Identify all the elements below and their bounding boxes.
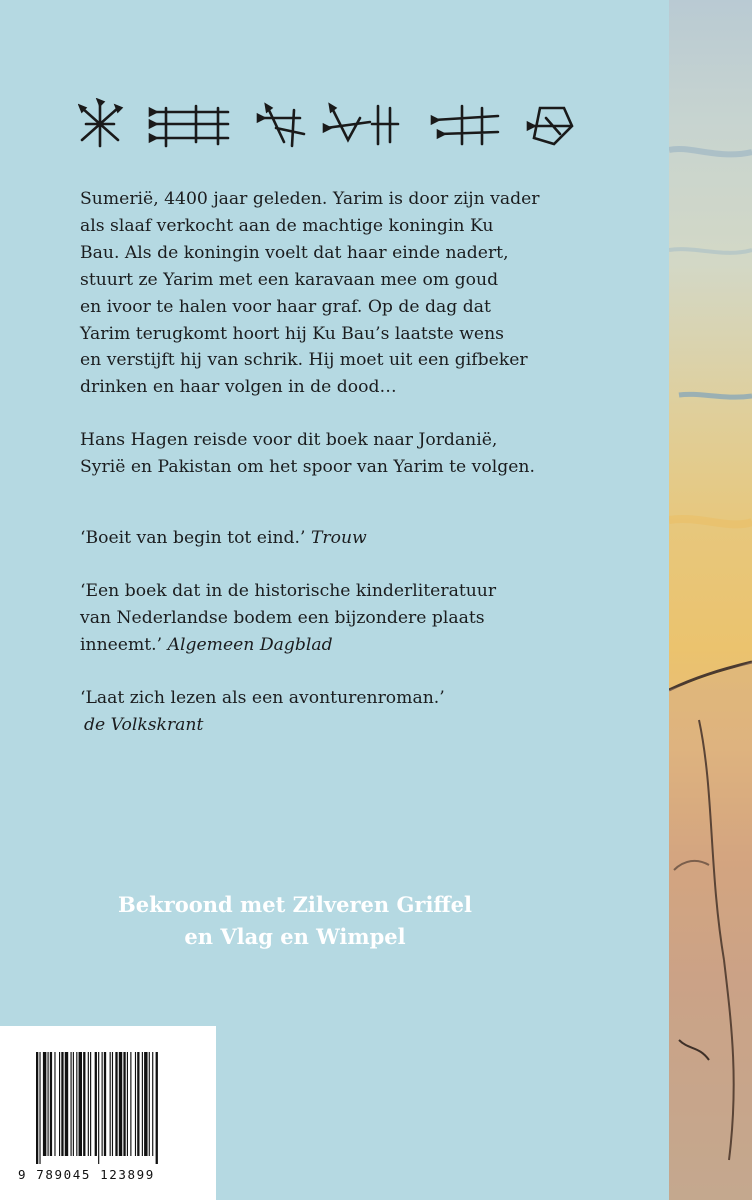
review-source: de Volkskrant bbox=[84, 714, 204, 735]
award-line: Bekroond met Zilveren Griffel bbox=[118, 892, 472, 917]
barcode-icon bbox=[36, 1052, 188, 1164]
barcode-bar bbox=[61, 1052, 63, 1156]
barcode-bar bbox=[149, 1052, 150, 1156]
cuneiform-inscription bbox=[78, 98, 578, 162]
blurb-line: Yarim terugkomt hoort hij Ku Bau’s laatste wens bbox=[80, 323, 504, 344]
back-cover-text bbox=[80, 186, 640, 739]
review-algemeen-dagblad bbox=[80, 632, 640, 659]
blurb-line: Sumerië, 4400 jaar geleden. Yarim is door zijn vader bbox=[80, 189, 540, 209]
barcode-bar bbox=[110, 1052, 111, 1156]
barcode-bar bbox=[83, 1052, 85, 1156]
blurb-line: en ivoor te halen voor haar graf. Op de dag dat bbox=[80, 296, 491, 317]
barcode-bar bbox=[142, 1052, 143, 1156]
author-note-line: Hans Hagen reisde voor dit boek naar Jordanië, bbox=[80, 430, 498, 451]
review-quote: inneemt.’ bbox=[80, 634, 168, 655]
barcode-bar bbox=[43, 1052, 46, 1156]
barcode-bar bbox=[127, 1052, 128, 1156]
barcode-bar bbox=[137, 1052, 139, 1156]
barcode-bar bbox=[104, 1052, 106, 1156]
barcode-bar bbox=[65, 1052, 68, 1156]
barcode-bar bbox=[152, 1052, 153, 1156]
review-source: Trouw bbox=[310, 528, 367, 549]
barcode-bar bbox=[144, 1052, 147, 1156]
award-line: en Vlag en Wimpel bbox=[184, 924, 406, 949]
barcode-bar bbox=[36, 1052, 38, 1164]
review-trouw bbox=[80, 525, 640, 552]
barcode-bar bbox=[112, 1052, 113, 1156]
barcode-bar bbox=[88, 1052, 89, 1156]
barcode-bar bbox=[135, 1052, 136, 1156]
barcode-bar bbox=[123, 1052, 125, 1156]
isbn-number: 9 789045 123899 bbox=[18, 1167, 155, 1182]
barcode-bar bbox=[119, 1052, 122, 1156]
barcode-bar bbox=[130, 1052, 131, 1156]
barcode-bar bbox=[115, 1052, 117, 1156]
cuneiform-inscription-icon bbox=[78, 98, 578, 158]
blurb-line: Bau. Als de koningin voelt dat haar einde nadert, bbox=[80, 242, 509, 263]
barcode-bar bbox=[59, 1052, 60, 1156]
barcode-bar bbox=[71, 1052, 72, 1156]
blurb-line: en verstijft hij van schrik. Hij moet uit een gifbeker bbox=[80, 350, 528, 371]
barcode-bar bbox=[90, 1052, 91, 1156]
review-volkskrant bbox=[80, 712, 640, 739]
blurb-line: als slaaf verkocht aan de machtige koningin Ku bbox=[80, 215, 494, 236]
review-quote: van Nederlandse bodem een bijzondere plaats bbox=[80, 607, 485, 628]
barcode-bar bbox=[95, 1052, 97, 1156]
review-source: Algemeen Dagblad bbox=[167, 634, 333, 655]
barcode-bar bbox=[156, 1052, 158, 1164]
barcode-bar bbox=[73, 1052, 74, 1156]
author-note-line: Syrië en Pakistan om het spoor van Yarim te volgen. bbox=[80, 457, 535, 478]
barcode-bar bbox=[79, 1052, 82, 1156]
review-quote: ‘Een boek dat in de historische kinderliteratuur bbox=[80, 580, 497, 601]
blurb-line: stuurt ze Yarim met een karavaan mee om goud bbox=[80, 269, 499, 290]
award-text bbox=[60, 889, 530, 953]
barcode-bar bbox=[48, 1052, 49, 1156]
cover-painting-strip bbox=[669, 0, 752, 1200]
painting-strokes-icon bbox=[669, 0, 752, 1200]
barcode-bar bbox=[76, 1052, 77, 1156]
barcode-bar bbox=[54, 1052, 55, 1156]
review-quote: ‘Boeit van begin tot eind.’ bbox=[80, 528, 311, 549]
barcode-bar bbox=[50, 1052, 52, 1156]
review-quote: ‘Laat zich lezen als een avonturenroman.’ bbox=[80, 687, 445, 708]
blurb-line: drinken en haar volgen in de dood… bbox=[80, 377, 397, 398]
barcode-bar bbox=[102, 1052, 103, 1156]
barcode-bar bbox=[39, 1052, 40, 1164]
barcode-bar bbox=[98, 1052, 99, 1164]
